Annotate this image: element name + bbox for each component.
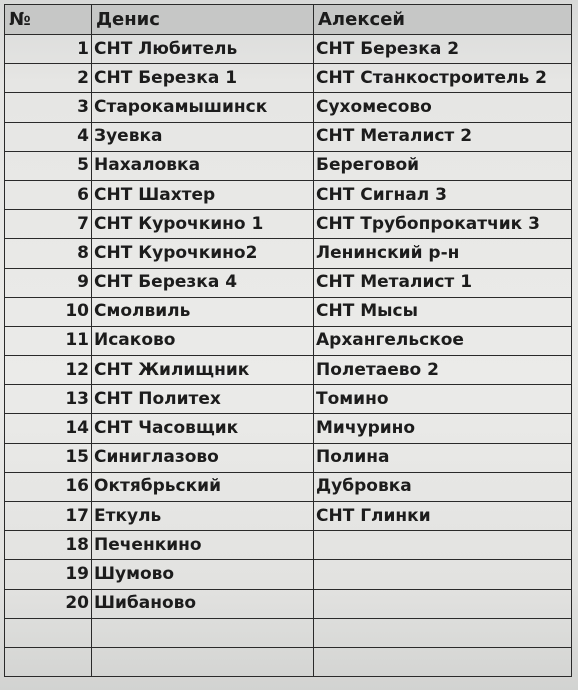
row-number: 5 <box>5 151 92 180</box>
table-row <box>5 414 572 443</box>
row-number: 2 <box>5 64 92 93</box>
cell-aleksey: Дубровка <box>314 472 572 501</box>
row-number: 6 <box>5 180 92 209</box>
cell-aleksey: Томино <box>314 385 572 414</box>
table-row <box>5 64 572 93</box>
table-row <box>5 560 572 589</box>
table-row <box>5 151 572 180</box>
table-row <box>5 93 572 122</box>
header-denis: Денис <box>92 5 314 35</box>
row-number: 10 <box>5 297 92 326</box>
row-number: 18 <box>5 531 92 560</box>
row-number: 9 <box>5 268 92 297</box>
row-number <box>5 618 92 647</box>
table-row <box>5 589 572 618</box>
cell-denis: Исаково <box>92 326 314 355</box>
table-row <box>5 472 572 501</box>
table-row <box>5 443 572 472</box>
table-row <box>5 531 572 560</box>
table-row <box>5 297 572 326</box>
cell-aleksey: СНТ Трубопрокатчик 3 <box>314 210 572 239</box>
cell-denis: СНТ Березка 1 <box>92 64 314 93</box>
cell-denis: СНТ Шахтер <box>92 180 314 209</box>
cell-aleksey: Береговой <box>314 151 572 180</box>
cell-aleksey <box>314 560 572 589</box>
cell-denis: СНТ Любитель <box>92 35 314 64</box>
cell-denis: Зуевка <box>92 122 314 151</box>
cell-aleksey: СНТ Станкостроитель 2 <box>314 64 572 93</box>
cell-aleksey: СНТ Глинки <box>314 502 572 531</box>
cell-aleksey: СНТ Березка 2 <box>314 35 572 64</box>
header-aleksey: Алексей <box>314 5 572 35</box>
cell-denis: Октябрьский <box>92 472 314 501</box>
cell-denis: Шибаново <box>92 589 314 618</box>
table-row <box>5 502 572 531</box>
cell-aleksey: Мичурино <box>314 414 572 443</box>
table-row <box>5 326 572 355</box>
row-number <box>5 647 92 676</box>
cell-aleksey <box>314 618 572 647</box>
table-row <box>5 385 572 414</box>
table-row <box>5 210 572 239</box>
row-number: 3 <box>5 93 92 122</box>
row-number: 14 <box>5 414 92 443</box>
cell-denis: Синиглазово <box>92 443 314 472</box>
header-number: № <box>5 5 92 35</box>
table-row <box>5 180 572 209</box>
row-number: 15 <box>5 443 92 472</box>
table-row <box>5 122 572 151</box>
cell-aleksey: СНТ Сигнал 3 <box>314 180 572 209</box>
cell-denis: СНТ Политех <box>92 385 314 414</box>
table-row <box>5 618 572 647</box>
cell-aleksey: Ленинский р-н <box>314 239 572 268</box>
row-number: 7 <box>5 210 92 239</box>
row-number: 1 <box>5 35 92 64</box>
row-number: 16 <box>5 472 92 501</box>
cell-denis: СНТ Курочкино 1 <box>92 210 314 239</box>
row-number: 13 <box>5 385 92 414</box>
cell-aleksey <box>314 647 572 676</box>
table-row <box>5 647 572 676</box>
row-number: 4 <box>5 122 92 151</box>
cell-aleksey: Полетаево 2 <box>314 356 572 385</box>
row-number: 12 <box>5 356 92 385</box>
cell-aleksey: Полина <box>314 443 572 472</box>
cell-denis <box>92 618 314 647</box>
row-number: 17 <box>5 502 92 531</box>
table-row <box>5 356 572 385</box>
assignment-table <box>4 4 572 677</box>
header-row <box>5 5 572 35</box>
cell-denis: СНТ Часовщик <box>92 414 314 443</box>
table-body <box>5 35 572 677</box>
cell-denis: Старокамышинск <box>92 93 314 122</box>
row-number: 8 <box>5 239 92 268</box>
cell-denis: СНТ Курочкино2 <box>92 239 314 268</box>
table-row <box>5 268 572 297</box>
cell-denis: Смолвиль <box>92 297 314 326</box>
cell-denis: Печенкино <box>92 531 314 560</box>
row-number: 20 <box>5 589 92 618</box>
cell-aleksey <box>314 589 572 618</box>
cell-denis: Еткуль <box>92 502 314 531</box>
cell-denis: СНТ Жилищник <box>92 356 314 385</box>
table-row <box>5 35 572 64</box>
cell-denis: СНТ Березка 4 <box>92 268 314 297</box>
cell-aleksey: СНТ Металист 2 <box>314 122 572 151</box>
cell-denis <box>92 647 314 676</box>
row-number: 11 <box>5 326 92 355</box>
cell-denis: Шумово <box>92 560 314 589</box>
row-number: 19 <box>5 560 92 589</box>
cell-denis: Нахаловка <box>92 151 314 180</box>
cell-aleksey <box>314 531 572 560</box>
cell-aleksey: Архангельское <box>314 326 572 355</box>
cell-aleksey: Сухомесово <box>314 93 572 122</box>
cell-aleksey: СНТ Мысы <box>314 297 572 326</box>
table-row <box>5 239 572 268</box>
cell-aleksey: СНТ Металист 1 <box>314 268 572 297</box>
